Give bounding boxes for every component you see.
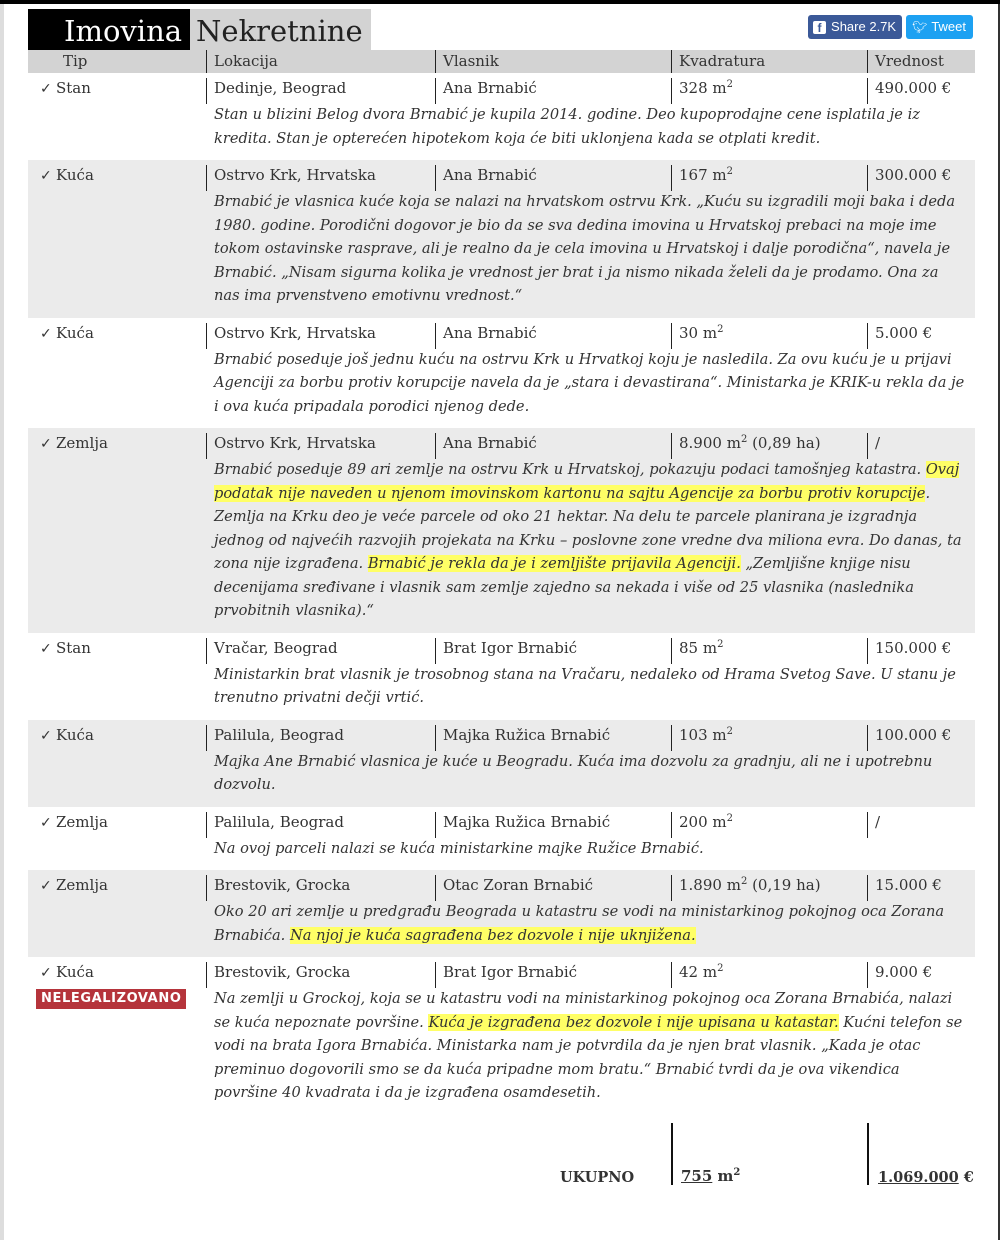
cell-kvadratura bbox=[671, 725, 867, 751]
area-sup: 2 bbox=[740, 434, 748, 445]
total-value-currency: € bbox=[958, 1168, 974, 1186]
property-table bbox=[28, 9, 975, 1203]
cell-vrednost: / bbox=[867, 433, 975, 459]
table-row bbox=[28, 957, 975, 1115]
highlighted-text: Na njoj je kuća sagrađena bez dozvole i nije uknjižena. bbox=[289, 926, 696, 944]
area-value: 85 m bbox=[679, 638, 718, 657]
row-cells bbox=[28, 160, 975, 190]
tweet-label: Tweet bbox=[931, 19, 966, 34]
cell-lokacija: Palilula, Beograd bbox=[206, 812, 435, 838]
cell-vlasnik: Brat Igor Brnabić bbox=[435, 638, 671, 664]
table-row bbox=[28, 160, 975, 318]
area-sup: 2 bbox=[726, 79, 733, 90]
row-description bbox=[214, 750, 967, 797]
total-row bbox=[28, 1123, 975, 1203]
cell-vrednost: 15.000 € bbox=[867, 875, 975, 901]
total-value bbox=[878, 1169, 974, 1186]
cell-lokacija: Dedinje, Beograd bbox=[206, 78, 435, 104]
check-icon: ✓ bbox=[40, 640, 52, 657]
cell-tip bbox=[28, 428, 206, 459]
column-header-vlasnik: Vlasnik bbox=[435, 50, 671, 73]
cell-lokacija: Ostrvo Krk, Hrvatska bbox=[206, 165, 435, 191]
cell-kvadratura bbox=[671, 165, 867, 191]
tip-value: Stan bbox=[56, 638, 91, 657]
cell-vrednost: 5.000 € bbox=[867, 323, 975, 349]
tip-value: Kuća bbox=[56, 963, 94, 981]
cell-tip bbox=[28, 73, 206, 104]
check-icon: ✓ bbox=[40, 878, 52, 894]
cell-vlasnik: Brat Igor Brnabić bbox=[435, 962, 671, 988]
table-row bbox=[28, 633, 975, 720]
cell-vlasnik: Majka Ružica Brnabić bbox=[435, 725, 671, 751]
check-icon: ✓ bbox=[40, 814, 52, 831]
total-area bbox=[681, 1167, 740, 1185]
description-text: „Zemljišne knjige nisu decenijama sređivane i vlasnik sam zemlje zajedno sa nekada i više od 25 vlasnika (naslednika prvobitnih vlasnika).“ bbox=[214, 555, 914, 619]
row-cells bbox=[28, 957, 975, 987]
area-sup: 2 bbox=[717, 963, 724, 974]
description-text: Kućni telefon se vodi na brata Igora Brnabića. Ministarka nam je potvrdila da je njen brat vlasnik. „Kada je otac preminuo dogovorili smo se da kuća pripadne mom bratu.“ Brnabić tvrdi da je ova vikendica površine 40 kvadrata i da je izgrađena osamdesetih. bbox=[214, 1013, 963, 1101]
highlighted-text: Brnabić je rekla da je i zemljište prijavila Agenciji. bbox=[367, 555, 741, 572]
cell-vlasnik: Ana Brnabić bbox=[435, 165, 671, 191]
cell-tip bbox=[28, 720, 206, 751]
cell-kvadratura bbox=[671, 433, 867, 459]
title-nekretnine: Nekretnine bbox=[190, 9, 371, 50]
cell-vrednost: 100.000 € bbox=[867, 725, 975, 751]
cell-lokacija: Brestovik, Grocka bbox=[206, 962, 435, 988]
table-body bbox=[28, 73, 975, 1115]
check-icon: ✓ bbox=[40, 81, 52, 97]
title-bar bbox=[28, 9, 975, 50]
cell-tip bbox=[28, 160, 206, 191]
description-text: Brnabić je vlasnica kuće koja se nalazi na hrvatskom ostrvu Krk. „Kuću su izgradili moji baka i deda 1980. godine. Porodični dogovor je bio da se sva dedina imovina u Hrvatskoj prebaci na moje ime tokom ostavinske rasprave, ali je realno da je cela imovina u Hrvatskoj i dalje porodična“, navela je Brnabić. „Nisam sigurna kolika je vrednost jer brat i ja nismo nikada želeli da je prodamo. Ona za nas ima prvenstveno emotivnu vrednost.“ bbox=[214, 193, 956, 304]
row-description bbox=[214, 348, 967, 419]
area-value: 1.890 m bbox=[679, 876, 741, 894]
row-cells bbox=[28, 633, 975, 663]
cell-tip bbox=[28, 633, 206, 664]
area-value: 167 m bbox=[679, 166, 727, 184]
table-row bbox=[28, 428, 975, 633]
cell-kvadratura bbox=[671, 78, 867, 104]
area-value: 103 m bbox=[679, 725, 727, 744]
cell-vrednost: 300.000 € bbox=[867, 165, 975, 191]
highlighted-text: Ovaj podatak nije naveden u njenom imovinskom kartonu na sajtu Agencije za borbu protiv korupcije bbox=[214, 461, 960, 502]
row-description bbox=[214, 663, 967, 710]
row-description bbox=[214, 837, 967, 861]
area-value: 42 m bbox=[679, 963, 718, 981]
column-header-kvadratura: Kvadratura bbox=[671, 50, 867, 73]
facebook-share-button[interactable] bbox=[808, 15, 902, 39]
table-row bbox=[28, 318, 975, 429]
social-buttons bbox=[808, 15, 973, 39]
row-description bbox=[214, 900, 967, 947]
column-header-vrednost: Vrednost bbox=[867, 50, 975, 73]
area-value: 328 m bbox=[679, 79, 727, 97]
description-text: Brnabić poseduje još jednu kuću na ostrvu Krk u Hrvatkoj koju je nasledila. Za ovu kuću je u prijavi Agenciji za borbu protiv korupcije navela da je „stara i devastirana“. Ministarka je KRIK-u rekla da je i ova kuća pripadala porodici njenog dede. bbox=[214, 350, 965, 415]
tip-value: Kuća bbox=[56, 166, 94, 184]
cell-kvadratura bbox=[671, 812, 867, 838]
table-row bbox=[28, 807, 975, 871]
check-icon: ✓ bbox=[40, 325, 52, 342]
cell-vrednost: 150.000 € bbox=[867, 638, 975, 664]
cell-vlasnik: Ana Brnabić bbox=[435, 323, 671, 349]
tip-value: Kuća bbox=[56, 725, 94, 744]
row-cells bbox=[28, 807, 975, 837]
cell-tip bbox=[28, 957, 206, 988]
cell-lokacija: Vračar, Beograd bbox=[206, 638, 435, 664]
column-header-tip: Tip bbox=[63, 52, 88, 70]
cell-vrednost: 9.000 € bbox=[867, 962, 975, 988]
total-label: UKUPNO bbox=[560, 1168, 635, 1186]
cell-vrednost: 490.000 € bbox=[867, 78, 975, 104]
cell-kvadratura bbox=[671, 962, 867, 988]
cell-tip bbox=[28, 318, 206, 349]
total-value-amount: 1.069.000 bbox=[878, 1168, 959, 1186]
title-imovina: Imovina bbox=[28, 9, 190, 50]
row-cells bbox=[28, 318, 975, 348]
row-cells bbox=[28, 428, 975, 458]
area-sup: 2 bbox=[740, 876, 748, 887]
tip-value: Zemlja bbox=[56, 876, 108, 894]
area-value: 8.900 m bbox=[679, 434, 741, 452]
tip-value: Zemlja bbox=[56, 812, 108, 831]
description-text: Na zemlji u Grockoj, koja se u katastru vodi na ministarkinog pokojnog oca Zorana Brnabića, nalazi se kuća nepoznate površine. bbox=[214, 990, 953, 1031]
row-cells bbox=[28, 720, 975, 750]
check-icon: ✓ bbox=[40, 965, 52, 981]
facebook-icon: f bbox=[813, 21, 826, 34]
cell-lokacija: Palilula, Beograd bbox=[206, 725, 435, 751]
table-row bbox=[28, 73, 975, 160]
window-left-border bbox=[0, 4, 4, 1240]
total-divider bbox=[867, 1123, 869, 1185]
area-extra: (0,19 ha) bbox=[747, 876, 821, 894]
table-row bbox=[28, 720, 975, 807]
check-icon: ✓ bbox=[40, 727, 52, 744]
cell-lokacija: Ostrvo Krk, Hrvatska bbox=[206, 323, 435, 349]
total-area-value: 755 bbox=[681, 1166, 713, 1185]
description-text: Majka Ane Brnabić vlasnica je kuće u Beogradu. Kuća ima dozvolu za gradnju, ali ne i upotrebnu dozvolu. bbox=[214, 752, 933, 793]
row-description bbox=[214, 458, 967, 623]
share-label: Share 2.7K bbox=[831, 19, 897, 34]
area-extra: (0,89 ha) bbox=[747, 434, 821, 452]
cell-lokacija: Brestovik, Grocka bbox=[206, 875, 435, 901]
row-description bbox=[214, 103, 967, 150]
cell-vlasnik: Ana Brnabić bbox=[435, 78, 671, 104]
twitter-bird-icon: 🐦︎ bbox=[912, 20, 928, 34]
window-top-border bbox=[0, 0, 1000, 4]
illegal-badge: NELEGALIZOVANO bbox=[36, 989, 186, 1009]
check-icon: ✓ bbox=[40, 436, 52, 452]
row-cells bbox=[28, 73, 975, 103]
twitter-tweet-button[interactable] bbox=[906, 15, 973, 39]
cell-tip bbox=[28, 807, 206, 838]
table-row bbox=[28, 870, 975, 957]
total-area-sup: 2 bbox=[733, 1166, 741, 1178]
tip-value: Kuća bbox=[56, 323, 94, 342]
total-area-unit: m bbox=[712, 1166, 734, 1185]
area-sup: 2 bbox=[717, 323, 724, 335]
area-value: 200 m bbox=[679, 812, 727, 831]
description-text: Brnabić poseduje 89 ari zemlje na ostrvu Krk u Hrvatskoj, pokazuju podaci tamošnjeg katastra. bbox=[214, 461, 926, 478]
row-description bbox=[214, 987, 967, 1105]
cell-kvadratura bbox=[671, 323, 867, 349]
area-sup: 2 bbox=[726, 812, 733, 824]
highlighted-text: Kuća je izgrađena bez dozvole i nije upisana u katastar. bbox=[428, 1013, 839, 1031]
cell-kvadratura bbox=[671, 875, 867, 901]
cell-tip bbox=[28, 870, 206, 901]
total-divider bbox=[671, 1123, 673, 1185]
description-text: Oko 20 ari zemlje u predgrađu Beograda u katastru se vodi na ministarkinog pokojnog oca Zorana Brnabića. bbox=[214, 903, 945, 944]
tip-value: Stan bbox=[56, 79, 91, 97]
area-sup: 2 bbox=[717, 638, 724, 650]
cell-vlasnik: Otac Zoran Brnabić bbox=[435, 875, 671, 901]
tip-value: Zemlja bbox=[56, 434, 108, 452]
cell-vrednost: / bbox=[867, 812, 975, 838]
cell-kvadratura bbox=[671, 638, 867, 664]
column-header-lokacija: Lokacija bbox=[206, 50, 435, 73]
cell-vlasnik: Ana Brnabić bbox=[435, 433, 671, 459]
cell-vlasnik: Majka Ružica Brnabić bbox=[435, 812, 671, 838]
description-text: . Zemlja na Krku deo je veće parcele od oko 21 hektar. Na delu te parcele planirana je izgradnja jednog od najvećih razvojih projekata na Krku – poslovne zone vredne dva miliona evra. Do danas, ta zona nije izgrađena. bbox=[214, 484, 962, 572]
table-header bbox=[28, 50, 975, 73]
row-cells bbox=[28, 870, 975, 900]
description-text: Ministarkin brat vlasnik je trosobnog stana na Vračaru, nedaleko od Hrama Svetog Save. U stanu je trenutno privatni dečji vrtić. bbox=[214, 665, 956, 706]
check-icon: ✓ bbox=[40, 168, 52, 184]
area-sup: 2 bbox=[726, 166, 733, 177]
description-text: Stan u blizini Belog dvora Brnabić je kupila 2014. godine. Deo kupoprodajne cene isplatila je iz kredita. Stan je opterećen hipotekom koja će biti uklonjena kada se otplati kredit. bbox=[214, 106, 920, 147]
row-description bbox=[214, 190, 967, 308]
area-sup: 2 bbox=[726, 725, 733, 737]
area-value: 30 m bbox=[679, 323, 718, 342]
cell-lokacija: Ostrvo Krk, Hrvatska bbox=[206, 433, 435, 459]
description-text: Na ovoj parceli nalazi se kuća ministarkine majke Ružice Brnabić. bbox=[214, 839, 704, 857]
